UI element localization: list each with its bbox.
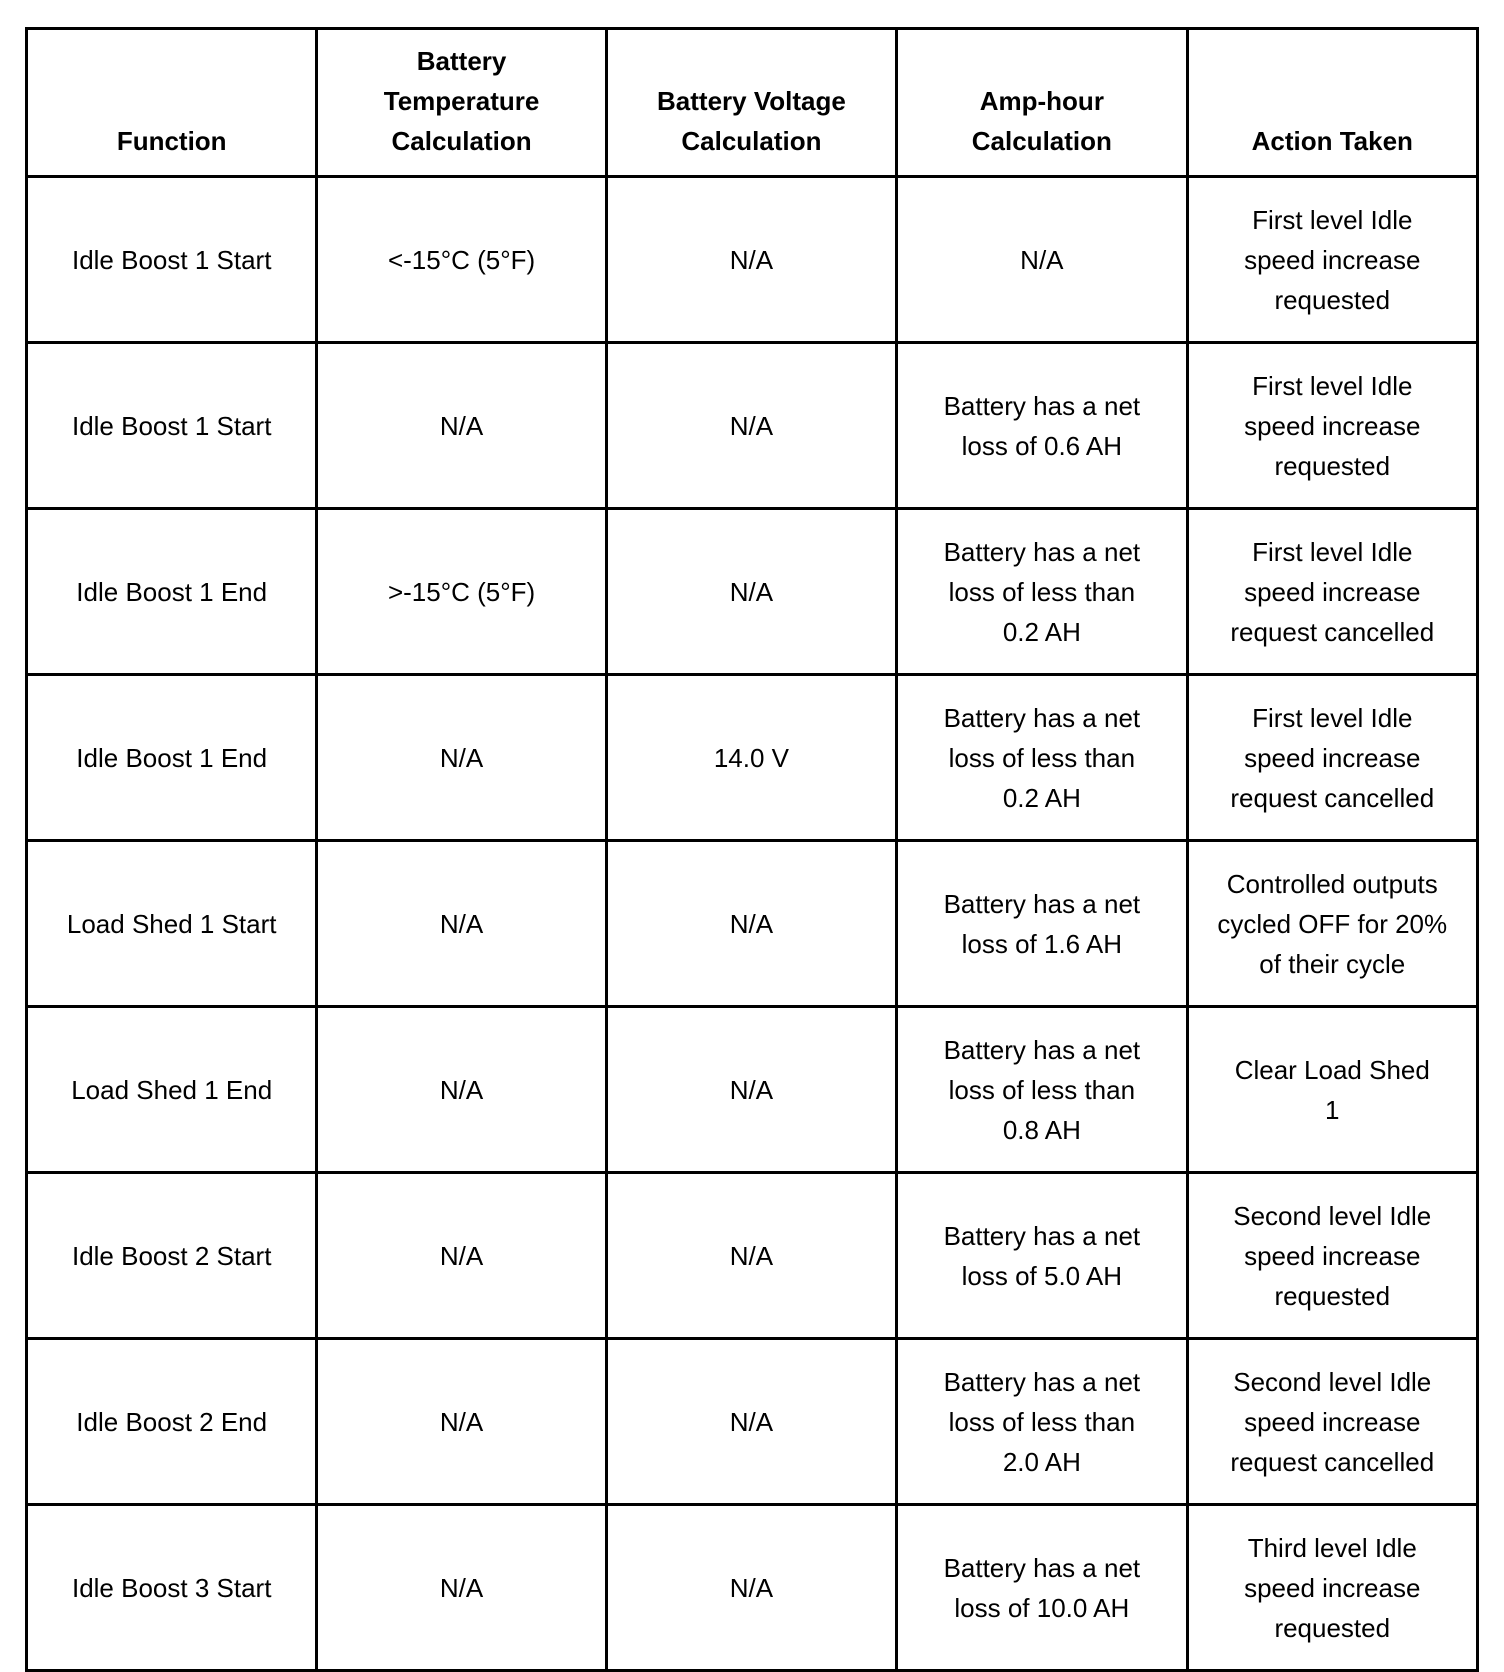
cell-function: Load Shed 1 Start bbox=[27, 841, 317, 1007]
cell-amp-hour: Battery has a net loss of 10.0 AH bbox=[897, 1505, 1187, 1671]
cell-function: Idle Boost 1 Start bbox=[27, 343, 317, 509]
cell-battery-temperature: <-15°C (5°F) bbox=[317, 177, 606, 343]
cell-action-taken: First level Idle speed increase request cancelled bbox=[1187, 509, 1477, 675]
header-battery-voltage: Battery Voltage Calculation bbox=[606, 29, 896, 177]
table-row bbox=[27, 1339, 1478, 1505]
cell-action-taken: Second level Idle speed increase requested bbox=[1187, 1173, 1477, 1339]
table-row bbox=[27, 343, 1478, 509]
cell-amp-hour: Battery has a net loss of less than 0.8 AH bbox=[897, 1007, 1187, 1173]
cell-amp-hour: N/A bbox=[897, 177, 1187, 343]
table-row bbox=[27, 1505, 1478, 1671]
cell-action-taken: Clear Load Shed 1 bbox=[1187, 1007, 1477, 1173]
cell-battery-voltage: N/A bbox=[606, 841, 896, 1007]
cell-function: Idle Boost 2 Start bbox=[27, 1173, 317, 1339]
cell-battery-temperature: N/A bbox=[317, 1173, 606, 1339]
cell-function: Idle Boost 2 End bbox=[27, 1339, 317, 1505]
table-row bbox=[27, 675, 1478, 841]
table-row bbox=[27, 1007, 1478, 1173]
header-battery-temperature: Battery Temperature Calculation bbox=[317, 29, 606, 177]
cell-battery-voltage: N/A bbox=[606, 1173, 896, 1339]
battery-management-table bbox=[25, 27, 1479, 1672]
cell-amp-hour: Battery has a net loss of 5.0 AH bbox=[897, 1173, 1187, 1339]
header-function: Function bbox=[27, 29, 317, 177]
header-action-taken: Action Taken bbox=[1187, 29, 1477, 177]
cell-battery-temperature: N/A bbox=[317, 1505, 606, 1671]
cell-battery-temperature: >-15°C (5°F) bbox=[317, 509, 606, 675]
header-row bbox=[27, 29, 1478, 177]
cell-action-taken: First level Idle speed increase requested bbox=[1187, 343, 1477, 509]
cell-amp-hour: Battery has a net loss of less than 2.0 AH bbox=[897, 1339, 1187, 1505]
cell-battery-voltage: N/A bbox=[606, 1505, 896, 1671]
table-row bbox=[27, 177, 1478, 343]
cell-battery-voltage: N/A bbox=[606, 343, 896, 509]
table-body bbox=[27, 177, 1478, 1671]
cell-amp-hour: Battery has a net loss of less than 0.2 AH bbox=[897, 509, 1187, 675]
cell-battery-voltage: N/A bbox=[606, 1339, 896, 1505]
cell-function: Load Shed 1 End bbox=[27, 1007, 317, 1173]
cell-amp-hour: Battery has a net loss of 1.6 AH bbox=[897, 841, 1187, 1007]
cell-battery-voltage: 14.0 V bbox=[606, 675, 896, 841]
cell-battery-temperature: N/A bbox=[317, 841, 606, 1007]
cell-function: Idle Boost 3 Start bbox=[27, 1505, 317, 1671]
cell-action-taken: Controlled outputs cycled OFF for 20% of their cycle bbox=[1187, 841, 1477, 1007]
header-amp-hour: Amp-hour Calculation bbox=[897, 29, 1187, 177]
cell-action-taken: First level Idle speed increase request cancelled bbox=[1187, 675, 1477, 841]
table-row bbox=[27, 509, 1478, 675]
cell-action-taken: First level Idle speed increase requested bbox=[1187, 177, 1477, 343]
cell-action-taken: Second level Idle speed increase request cancelled bbox=[1187, 1339, 1477, 1505]
table-row bbox=[27, 1173, 1478, 1339]
cell-amp-hour: Battery has a net loss of 0.6 AH bbox=[897, 343, 1187, 509]
cell-battery-temperature: N/A bbox=[317, 1007, 606, 1173]
cell-battery-voltage: N/A bbox=[606, 1007, 896, 1173]
cell-action-taken: Third level Idle speed increase requested bbox=[1187, 1505, 1477, 1671]
cell-function: Idle Boost 1 End bbox=[27, 675, 317, 841]
cell-function: Idle Boost 1 End bbox=[27, 509, 317, 675]
table-header bbox=[27, 29, 1478, 177]
cell-battery-temperature: N/A bbox=[317, 675, 606, 841]
cell-battery-voltage: N/A bbox=[606, 509, 896, 675]
table-row bbox=[27, 841, 1478, 1007]
cell-amp-hour: Battery has a net loss of less than 0.2 AH bbox=[897, 675, 1187, 841]
cell-battery-voltage: N/A bbox=[606, 177, 896, 343]
cell-battery-temperature: N/A bbox=[317, 1339, 606, 1505]
cell-function: Idle Boost 1 Start bbox=[27, 177, 317, 343]
cell-battery-temperature: N/A bbox=[317, 343, 606, 509]
